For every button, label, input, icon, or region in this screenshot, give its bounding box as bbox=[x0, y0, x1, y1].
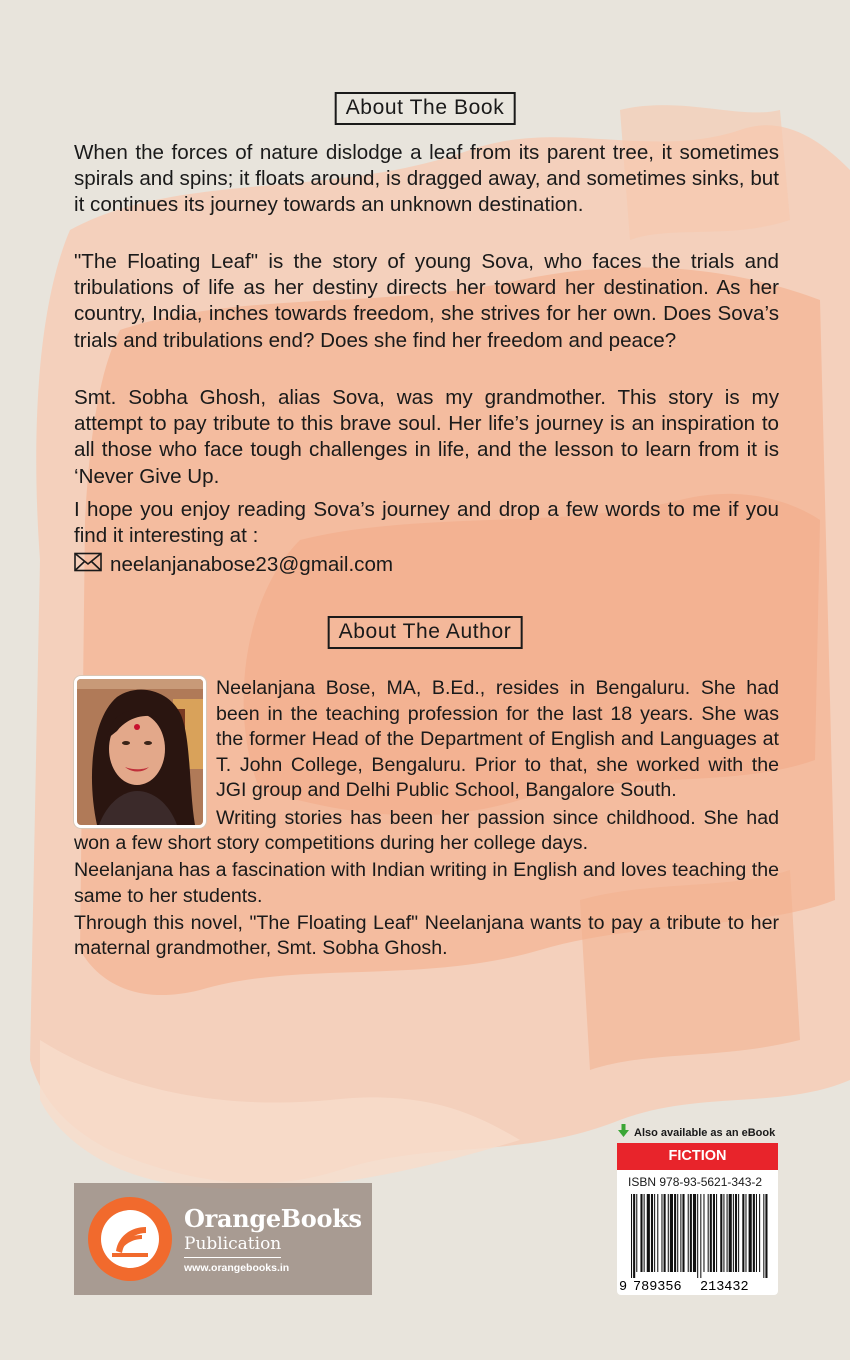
barcode-bar bbox=[688, 1194, 689, 1272]
author-paragraph-1: Neelanjana Bose, MA, B.Ed., resides in Bengaluru. She had been in the teaching profession for the last 18 years. She was the former Head of the Department of English and Languages at T. John College, Bengaluru. Prior to that, she worked with the JGI group and Delhi Public School, Bangalore South. bbox=[216, 677, 779, 802]
barcode-digits-right: 213432 bbox=[700, 1280, 749, 1295]
barcode-bar bbox=[668, 1194, 669, 1272]
barcode-digit-first: 9 bbox=[619, 1280, 628, 1295]
about-book-paragraph-1: When the forces of nature dislodge a leaf from its parent tree, it sometimes spirals and spins; it floats around, is dragged away, and sometimes sinks, but it continues its journey towards an unknown destination. bbox=[74, 141, 779, 217]
barcode-bar bbox=[713, 1194, 715, 1272]
book-logo-icon bbox=[88, 1197, 172, 1281]
barcode-bar bbox=[733, 1194, 734, 1272]
barcode-bar bbox=[708, 1194, 709, 1272]
barcode-bar bbox=[631, 1194, 632, 1278]
barcode-bar bbox=[654, 1194, 655, 1272]
author-paragraph-3: Neelanjana has a fascination with Indian writing in English and loves teaching the same to her students. bbox=[74, 859, 779, 907]
barcode-bar bbox=[680, 1194, 681, 1272]
barcode-bar bbox=[749, 1194, 752, 1272]
barcode-bar bbox=[742, 1194, 744, 1272]
barcode-bar bbox=[633, 1194, 635, 1278]
barcode-bar bbox=[759, 1194, 760, 1272]
barcode-bar bbox=[677, 1194, 678, 1272]
barcode-bar bbox=[716, 1194, 717, 1272]
author-photo bbox=[74, 676, 206, 828]
barcode-bar bbox=[651, 1194, 653, 1272]
publisher-name: OrangeBooks bbox=[184, 1203, 362, 1233]
barcode-bar bbox=[640, 1194, 642, 1272]
barcode-bar bbox=[756, 1194, 757, 1272]
barcode-digits-left: 789356 bbox=[633, 1280, 682, 1295]
about-book-paragraph-2: "The Floating Leaf" is the story of young Sova, who faces the trials and tribulations of life as her destiny directs her toward her destination. As her country, India, inches towards freedom, she strives for her own. Does Sova’s trials and tribulations end? Does she find her freedom and peace? bbox=[74, 250, 779, 352]
barcode-bar bbox=[727, 1194, 728, 1272]
barcode-bar bbox=[664, 1194, 666, 1272]
email-contact[interactable] bbox=[74, 551, 393, 579]
barcode-bar bbox=[738, 1194, 739, 1272]
barcode-graphic bbox=[617, 1170, 778, 1295]
barcode-bar bbox=[720, 1194, 722, 1272]
barcode-bar bbox=[647, 1194, 650, 1272]
barcode-bars bbox=[631, 1194, 768, 1278]
download-arrow-icon bbox=[618, 1124, 629, 1141]
isbn-text: ISBN 978-93-5621-343-2 bbox=[628, 1175, 763, 1189]
about-book-paragraph-3: Smt. Sobha Ghosh, alias Sova, was my grandmother. This story is my attempt to pay tribute to this brave soul. Her life’s journey is an inspiration to all those who face tough challenges in life, and the lesson to learn from it is ‘Never Give Up. bbox=[74, 386, 779, 488]
barcode-bar bbox=[763, 1194, 764, 1278]
barcode-bar bbox=[735, 1194, 737, 1272]
author-paragraph-2: Writing stories has been her passion since childhood. She had won a few short story competitions during her college days. bbox=[74, 806, 779, 855]
publisher-url[interactable]: www.orangebooks.in bbox=[184, 1261, 290, 1274]
barcode-bar bbox=[765, 1194, 767, 1278]
barcode-bar bbox=[661, 1194, 662, 1272]
barcode-bar bbox=[693, 1194, 696, 1272]
barcode-bar bbox=[636, 1194, 637, 1272]
barcode-bar bbox=[657, 1194, 658, 1272]
barcode-bar bbox=[745, 1194, 746, 1272]
barcode-bar bbox=[723, 1194, 724, 1272]
email-address[interactable]: neelanjanabose23@gmail.com bbox=[110, 553, 394, 576]
ebook-note-text: Also available as an eBook bbox=[634, 1126, 776, 1139]
barcode-bar bbox=[644, 1194, 645, 1272]
about-book-heading: About The Book bbox=[335, 92, 516, 125]
ebook-note bbox=[618, 1124, 775, 1141]
barcode-bar bbox=[690, 1194, 692, 1272]
publisher-subtitle: Publication bbox=[184, 1233, 281, 1258]
barcode-bar bbox=[753, 1194, 755, 1272]
author-section bbox=[74, 676, 779, 963]
isbn-barcode bbox=[617, 1170, 778, 1295]
barcode-bar bbox=[697, 1194, 698, 1278]
about-author-heading: About The Author bbox=[328, 616, 523, 649]
publisher-logo bbox=[74, 1183, 372, 1295]
barcode-bar bbox=[710, 1194, 712, 1272]
barcode-bar bbox=[700, 1194, 701, 1278]
author-paragraph-4: Through this novel, "The Floating Leaf" Neelanjana wants to pay a tribute to her maternal grandmother, Smt. Sobha Ghosh. bbox=[74, 911, 779, 959]
barcode-bar bbox=[729, 1194, 732, 1272]
barcode-bar bbox=[674, 1194, 676, 1272]
barcode-bar bbox=[682, 1194, 684, 1272]
barcode-bar bbox=[703, 1194, 704, 1272]
mail-icon bbox=[74, 552, 102, 578]
barcode-bar bbox=[670, 1194, 673, 1272]
genre-label: FICTION bbox=[617, 1143, 778, 1170]
about-book-paragraph-4: I hope you enjoy reading Sova’s journey and drop a few words to me if you find it interesting at : bbox=[74, 498, 779, 548]
